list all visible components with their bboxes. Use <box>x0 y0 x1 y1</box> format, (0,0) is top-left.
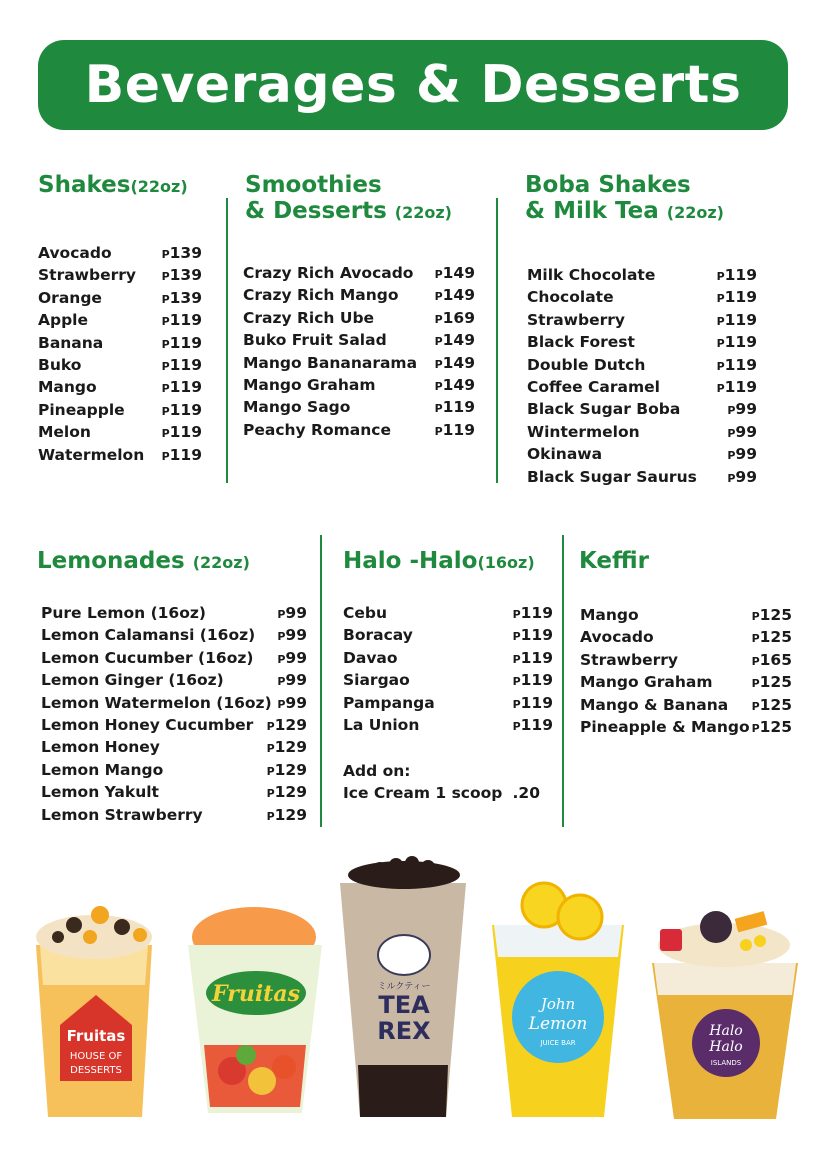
currency-symbol: P <box>161 404 170 418</box>
currency-symbol: P <box>751 721 760 735</box>
cup-brand-text: JUICE BAR <box>540 1039 576 1047</box>
menu-item <box>243 284 475 306</box>
cup-tea-rex <box>340 856 466 1117</box>
item-name: Pineapple & Mango <box>580 717 750 736</box>
item-price <box>162 421 202 445</box>
price-value: 129 <box>274 783 307 802</box>
price-value: 139 <box>169 288 202 307</box>
item-name: Strawberry <box>580 650 678 669</box>
item-name: Avocado <box>580 628 654 647</box>
menu-item <box>38 399 202 421</box>
cup-fruitas-desserts <box>36 906 152 1117</box>
menu-item <box>41 759 307 781</box>
currency-symbol: P <box>266 719 275 733</box>
item-price <box>717 309 757 333</box>
currency-symbol: P <box>277 608 286 621</box>
item-price <box>435 352 475 376</box>
item-price <box>267 804 307 828</box>
item-price <box>162 309 202 333</box>
item-price <box>277 602 307 626</box>
menu-item <box>527 376 757 398</box>
price-value: 119 <box>520 604 553 622</box>
price-value: 119 <box>520 626 553 645</box>
price-value: 149 <box>442 264 475 282</box>
item-name: Orange <box>38 288 102 307</box>
cup-brand-text: DESSERTS <box>70 1065 122 1076</box>
item-price <box>162 287 202 311</box>
menu-item <box>580 626 792 648</box>
item-price <box>513 669 553 693</box>
currency-symbol: P <box>512 652 521 666</box>
currency-symbol: P <box>751 654 760 668</box>
currency-symbol: P <box>434 402 443 416</box>
currency-symbol: P <box>512 719 521 733</box>
price-value: 99 <box>285 671 307 690</box>
price-value: 129 <box>274 760 307 779</box>
currency-symbol: P <box>161 449 170 463</box>
currency-symbol: P <box>727 426 736 440</box>
currency-symbol: P <box>512 608 521 621</box>
price-value: 119 <box>442 420 475 439</box>
price-value: 99 <box>735 445 757 464</box>
currency-symbol: P <box>434 357 443 371</box>
item-name: Crazy Rich Avocado <box>243 264 414 282</box>
currency-symbol: P <box>727 449 736 463</box>
item-name: Avocado <box>38 244 112 262</box>
menu-item <box>243 352 475 374</box>
item-price <box>277 624 307 648</box>
item-price <box>277 647 307 671</box>
cup-brand-text: Fruitas <box>212 981 300 1007</box>
item-price <box>752 671 792 695</box>
currency-symbol: P <box>266 787 275 801</box>
currency-symbol: P <box>751 677 760 691</box>
menu-item <box>343 714 553 736</box>
cup-fruitas <box>188 907 322 1113</box>
item-name: Pineapple <box>38 400 125 419</box>
item-name: Apple <box>38 311 89 330</box>
menu-item <box>580 649 792 671</box>
cup-brand-text: HOUSE OF <box>69 1051 123 1062</box>
item-name: Mango Graham <box>243 375 376 394</box>
menu-item <box>41 647 307 669</box>
price-value: 119 <box>169 445 202 464</box>
section-title: Shakes(22oz) <box>38 172 188 198</box>
item-name: Crazy Rich Ube <box>243 308 375 327</box>
menu-item <box>527 466 757 488</box>
currency-symbol: P <box>727 404 736 418</box>
currency-symbol: P <box>277 652 286 666</box>
currency-symbol: P <box>716 337 725 351</box>
price-value: 149 <box>442 286 475 305</box>
price-value: 99 <box>735 467 757 486</box>
price-value: 119 <box>724 288 757 307</box>
currency-symbol: P <box>512 697 521 711</box>
currency-symbol: P <box>751 699 760 713</box>
item-price <box>752 694 792 718</box>
price-value: 129 <box>274 715 307 734</box>
price-value: 149 <box>442 375 475 394</box>
price-value: 169 <box>442 308 475 327</box>
price-value: 125 <box>759 695 792 714</box>
item-price <box>162 376 202 400</box>
item-name: Crazy Rich Mango <box>243 286 399 305</box>
cup-brand-text: ISLANDS <box>710 1059 742 1067</box>
menu-item <box>41 669 307 691</box>
currency-symbol: P <box>161 427 170 441</box>
item-name: Lemon Honey <box>41 738 160 757</box>
currency-symbol: P <box>161 359 170 373</box>
item-name: Mango <box>580 606 639 624</box>
menu-item <box>580 716 792 738</box>
menu-item <box>527 354 757 376</box>
menu-item <box>527 421 757 443</box>
item-name: Mango <box>38 378 97 397</box>
item-price <box>267 714 307 738</box>
item-name: Buko <box>38 355 82 374</box>
item-name: Okinawa <box>527 445 603 464</box>
menu-item <box>243 396 475 418</box>
item-name: Boracay <box>343 626 413 645</box>
item-price <box>752 649 792 673</box>
item-price <box>435 419 475 443</box>
currency-symbol: P <box>716 292 725 306</box>
cup-brand-text: John <box>540 995 576 1013</box>
currency-symbol: P <box>434 290 443 304</box>
item-price <box>435 329 475 353</box>
menu-item <box>38 354 202 376</box>
price-value: 119 <box>520 671 553 690</box>
section-title: Lemonades (22oz) <box>37 548 250 574</box>
page-title: Beverages & Desserts <box>84 55 742 115</box>
menu-item <box>527 264 757 286</box>
menu-item <box>41 602 307 624</box>
price-value: 125 <box>759 628 792 647</box>
item-price <box>162 399 202 423</box>
item-name: Mango Bananarama <box>243 353 418 372</box>
item-price <box>267 781 307 805</box>
menu-item <box>580 694 792 716</box>
column-divider <box>320 535 322 827</box>
item-price <box>277 692 307 716</box>
currency-symbol: P <box>266 742 275 756</box>
item-name: Lemon Yakult <box>41 783 159 802</box>
menu-item <box>243 329 475 351</box>
item-price <box>435 307 475 331</box>
section-title: Keffir <box>579 548 650 574</box>
price-value: 99 <box>285 648 307 667</box>
currency-symbol: P <box>161 315 170 329</box>
item-price <box>162 444 202 468</box>
item-name: Mango Sago <box>243 398 351 417</box>
section-title: Smoothies & Desserts (22oz) <box>245 172 452 224</box>
item-name: Pure Lemon (16oz) <box>41 604 206 622</box>
section-smoothies <box>243 172 477 439</box>
currency-symbol: P <box>716 381 725 395</box>
currency-symbol: P <box>434 424 443 438</box>
item-list <box>580 604 792 738</box>
section-lemonades <box>37 548 307 824</box>
price-value: 99 <box>285 626 307 645</box>
currency-symbol: P <box>161 292 170 306</box>
price-value: 119 <box>724 266 757 284</box>
price-value: 99 <box>285 693 307 712</box>
currency-symbol: P <box>751 610 760 623</box>
item-name: La Union <box>343 715 420 734</box>
menu-item <box>41 804 307 826</box>
item-price <box>513 602 553 626</box>
item-list <box>41 602 307 826</box>
item-name: Milk Chocolate <box>527 266 656 284</box>
price-value: 99 <box>735 422 757 441</box>
item-price <box>435 262 475 286</box>
item-price <box>277 669 307 693</box>
currency-symbol: P <box>277 630 286 644</box>
menu-item <box>527 398 757 420</box>
item-price <box>267 736 307 760</box>
item-price <box>717 286 757 310</box>
price-value: 129 <box>274 738 307 757</box>
menu-item <box>41 714 307 736</box>
currency-symbol: P <box>512 675 521 689</box>
menu-item <box>38 287 202 309</box>
menu-item <box>243 374 475 396</box>
menu-item <box>38 309 202 331</box>
item-price <box>752 626 792 650</box>
item-name: Davao <box>343 648 398 667</box>
item-price <box>717 264 757 288</box>
price-value: 119 <box>169 311 202 330</box>
price-value: 119 <box>169 423 202 442</box>
addon-item: Ice Cream 1 scoop .20 <box>343 784 540 802</box>
cup-brand-text: Fruitas <box>66 1027 126 1045</box>
menu-item <box>243 307 475 329</box>
item-name: Peachy Romance <box>243 420 391 439</box>
section-halohalo <box>343 548 555 802</box>
menu-item <box>38 242 202 264</box>
cup-halo-halo <box>652 911 798 1119</box>
price-value: 119 <box>520 648 553 667</box>
item-name: Lemon Mango <box>41 760 164 779</box>
item-price <box>727 421 757 445</box>
price-value: 119 <box>520 693 553 712</box>
menu-item <box>38 264 202 286</box>
item-name: Buko Fruit Salad <box>243 331 387 350</box>
menu-item <box>41 736 307 758</box>
column-divider <box>496 198 498 483</box>
item-name: Strawberry <box>38 266 136 285</box>
item-price <box>727 398 757 422</box>
item-price <box>513 692 553 716</box>
currency-symbol: P <box>751 632 760 646</box>
section-title: Halo -Halo(16oz) <box>343 548 535 574</box>
price-value: 119 <box>442 398 475 417</box>
price-value: 119 <box>520 715 553 734</box>
item-price <box>435 396 475 420</box>
item-name: Banana <box>38 333 104 352</box>
item-name: Watermelon <box>38 445 145 464</box>
price-value: 139 <box>169 266 202 285</box>
menu-item <box>243 262 475 284</box>
item-name: Coffee Caramel <box>527 377 660 396</box>
menu-item <box>343 624 553 646</box>
item-price <box>727 466 757 490</box>
currency-symbol: P <box>266 809 275 823</box>
item-price <box>513 624 553 648</box>
currency-symbol: P <box>277 697 286 711</box>
column-divider <box>562 535 564 827</box>
currency-symbol: P <box>716 314 725 328</box>
menu-item <box>343 647 553 669</box>
menu-item <box>527 309 757 331</box>
item-name: Lemon Cucumber (16oz) <box>41 648 254 667</box>
price-value: 119 <box>724 355 757 374</box>
item-price <box>162 354 202 378</box>
item-name: Black Sugar Boba <box>527 400 681 419</box>
menu-item <box>527 286 757 308</box>
item-price <box>717 354 757 378</box>
currency-symbol: P <box>434 268 443 281</box>
cup-brand-text: REX <box>377 1017 431 1045</box>
item-name: Wintermelon <box>527 422 640 441</box>
item-price <box>435 374 475 398</box>
currency-symbol: P <box>716 270 725 283</box>
cup-brand-text: Halo <box>709 1039 743 1055</box>
price-value: 119 <box>169 378 202 397</box>
item-name: Strawberry <box>527 310 625 329</box>
item-price <box>727 443 757 467</box>
item-name: Black Sugar Saurus <box>527 467 697 486</box>
item-name: Chocolate <box>527 288 614 307</box>
price-value: 149 <box>442 331 475 350</box>
item-price <box>513 714 553 738</box>
section-keffir <box>579 548 794 736</box>
item-list <box>243 262 475 441</box>
addon-label: Add on: <box>343 762 411 780</box>
item-price <box>162 332 202 356</box>
price-value: 119 <box>724 310 757 329</box>
menu-item <box>41 781 307 803</box>
currency-symbol: P <box>727 471 736 485</box>
menu-item <box>343 602 553 624</box>
item-name: Mango & Banana <box>580 695 729 714</box>
item-name: Lemon Calamansi (16oz) <box>41 626 256 645</box>
currency-symbol: P <box>266 764 275 778</box>
item-price <box>717 376 757 400</box>
header-banner <box>38 40 788 130</box>
item-list <box>38 242 202 466</box>
price-value: 165 <box>759 650 792 669</box>
price-value: 119 <box>724 333 757 352</box>
currency-symbol: P <box>161 382 170 396</box>
price-value: 125 <box>759 606 792 624</box>
currency-symbol: P <box>512 630 521 644</box>
item-name: Lemon Strawberry <box>41 805 203 824</box>
currency-symbol: P <box>716 359 725 373</box>
item-name: Mango Graham <box>580 673 713 692</box>
price-value: 125 <box>759 717 792 736</box>
item-price <box>513 647 553 671</box>
menu-item <box>38 332 202 354</box>
menu-item <box>343 692 553 714</box>
price-value: 99 <box>735 400 757 419</box>
item-price <box>267 759 307 783</box>
menu-item <box>580 604 792 626</box>
price-value: 125 <box>759 673 792 692</box>
price-value: 119 <box>169 333 202 352</box>
price-value: 99 <box>285 604 307 622</box>
currency-symbol: P <box>434 335 443 349</box>
cup-brand-text: Halo <box>709 1023 743 1039</box>
item-price <box>752 604 792 628</box>
item-name: Lemon Watermelon (16oz) <box>41 693 272 712</box>
menu-item <box>527 443 757 465</box>
menu-item <box>343 669 553 691</box>
item-list <box>527 264 757 488</box>
currency-symbol: P <box>161 270 170 284</box>
price-value: 149 <box>442 353 475 372</box>
menu-item <box>580 671 792 693</box>
section-title: Boba Shakes & Milk Tea (22oz) <box>525 172 724 224</box>
cup-brand-text: ミルクティー <box>377 982 431 992</box>
price-value: 119 <box>724 377 757 396</box>
menu-item <box>41 692 307 714</box>
currency-symbol: P <box>434 379 443 393</box>
item-name: Melon <box>38 423 91 442</box>
section-shakes <box>38 172 204 464</box>
price-value: 119 <box>169 400 202 419</box>
item-name: Siargao <box>343 671 410 690</box>
column-divider <box>226 198 228 483</box>
menu-item <box>38 421 202 443</box>
item-list <box>343 602 553 736</box>
product-photos <box>0 845 827 1145</box>
cup-john-lemon <box>492 883 624 1117</box>
item-name: Pampanga <box>343 693 435 712</box>
price-value: 129 <box>274 805 307 824</box>
item-price <box>752 716 792 740</box>
item-name: Black Forest <box>527 333 635 352</box>
price-value: 119 <box>169 355 202 374</box>
currency-symbol: P <box>277 675 286 689</box>
item-name: Lemon Honey Cucumber <box>41 715 254 734</box>
item-name: Double Dutch <box>527 355 646 374</box>
item-name: Lemon Ginger (16oz) <box>41 671 224 690</box>
item-price <box>162 264 202 288</box>
cup-brand-text: Lemon <box>528 1014 588 1034</box>
item-name: Cebu <box>343 604 388 622</box>
menu-item <box>41 624 307 646</box>
currency-symbol: P <box>161 248 170 261</box>
menu-item <box>38 444 202 466</box>
currency-symbol: P <box>161 337 170 351</box>
menu-item <box>38 376 202 398</box>
item-price <box>717 331 757 355</box>
currency-symbol: P <box>434 312 443 326</box>
price-value: 139 <box>169 244 202 262</box>
item-price <box>435 284 475 308</box>
section-boba <box>525 172 757 486</box>
menu-item <box>243 419 475 441</box>
item-price <box>162 242 202 266</box>
menu-item <box>527 331 757 353</box>
cup-brand-text: TEA <box>378 991 430 1019</box>
